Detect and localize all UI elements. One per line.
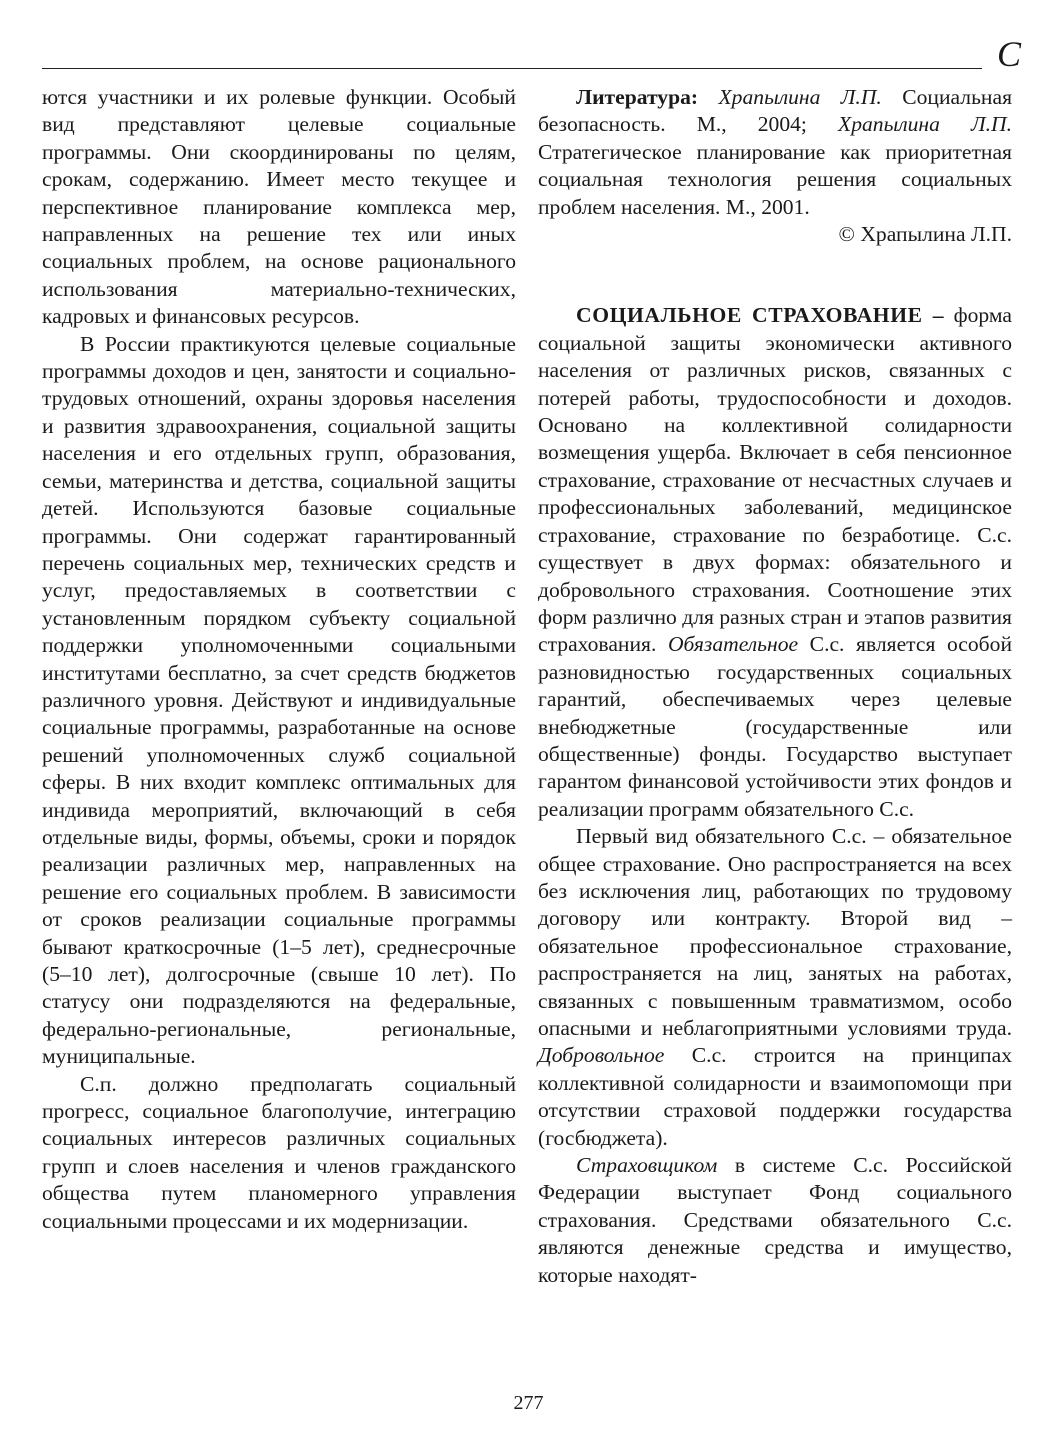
literature-block	[538, 84, 1012, 248]
literature-label: Литература:	[576, 85, 699, 109]
left-paragraph-1: ются участники и их ролевые функции. Особый вид представляют целевые социальные программы. Они скоординированы по целям, срокам, содержанию. Имеет место текущее и перспективное планирование комплекса мер, направленных на решение тех или иных социальных проблем, на основе рационального использования материально-технических, кадровых и финансовых ресурсов.	[42, 85, 516, 329]
entry-spacer	[538, 248, 1012, 302]
header-rule	[42, 68, 982, 69]
entry-emphasis-2: Добровольное	[538, 1043, 665, 1068]
entry-paragraph-1	[538, 302, 1012, 823]
entry-text-2b: С.с. строится на принципах коллективной солидарности и взаимопомощи при отсутствии страховой поддержки государства (госбюджета).	[538, 1043, 1012, 1150]
dictionary-entry	[538, 302, 1012, 1289]
entry-text-1a: форма социальной защиты экономически активного населения от различных рисков, связанных с потерей работы, трудоспособности и доходов. Основано на коллективной солидарности возмещения ущерба. Включает в себя пенсионное страхование, страхование от несчастных случаев и профессиональных заболеваний, медицинское страхование, страхование по безработице. С.с. существует в двух формах: обязательного и добровольного страхования. Соотношение этих форм различно для разных стран и этапов развития страхования.	[538, 303, 1012, 657]
copyright-line: © Храпылина Л.П.	[838, 222, 1012, 247]
entry-text-1b: С.с. является особой разновидностью государственных социальных гарантий, обеспечиваемых через целевые внебюджетные (государственные или общественные) фонды. Государство выступает гарантом финансовой устойчивости этих фондов и реализации программ обязательного С.с.	[538, 632, 1013, 821]
literature-paragraph	[538, 84, 1012, 221]
entry-paragraph-3	[538, 1152, 1012, 1289]
literature-work-2: Стратегическое планирование как приоритетная социальная технология решения социальных проблем населения. М., 2001.	[538, 139, 1012, 219]
entry-emphasis-1: Обязательное	[667, 632, 799, 657]
left-paragraph-2: В России практикуются целевые социальные программы доходов и цен, занятости и социально-трудовых отношений, охраны здоровья населения и развития здравоохранения, социальной защиты населения и его отдельных групп, образования, семьи, материнства и детства, социальной защиты детей. Используются базовые социальные программы. Они содержат гарантированный перечень социальных мер, технических средств и услуг, предоставляемых в соответствии с установленным порядком субъекту социальной поддержки уполномоченными социальными институтами бесплатно, за счет средств бюджетов различного уровня. Действуют и индивидуальные социальные программы, разработанные на основе решений уполномоченных служб социальной сферы. В них входит комплекс оптимальных для индивида мероприятий, включающий в себя отдельные виды, формы, объемы, сроки и порядок реализации различных мер, направленных на решение его социальных проблем. В зависимости от сроков реализации социальные программы бывают краткосрочные (1–5 лет), среднесрочные (5–10 лет), долгосрочные (свыше 10 лет). По статусу они подразделяются на федеральные, федерально-региональные, региональные, муниципальные.	[42, 331, 516, 1069]
entry-paragraph-2	[538, 823, 1012, 1152]
entry-title: СОЦИАЛЬНОЕ СТРАХОВАНИЕ –	[576, 303, 945, 328]
literature-author-1: Храпылина Л.П.	[718, 85, 882, 109]
page-number: 277	[513, 1392, 544, 1414]
literature-author-2: Храпылина Л.П.	[838, 112, 1013, 137]
left-column	[42, 84, 516, 1235]
entry-text-3b: в системе С.с. Российской Федерации выступает Фонд социального страхования. Средствами обязательного С.с. являются денежные средства и имущество, которые находят-	[538, 1153, 1012, 1287]
section-letter: С	[996, 34, 1021, 74]
left-paragraph-3: С.п. должно предполагать социальный прогресс, социальное благополучие, интеграцию социальных интересов различных социальных групп и слоев населения и членов гражданского общества путем планомерного управления социальными процессами и их модернизации.	[42, 1071, 516, 1233]
entry-emphasis-3: Страховщиком	[576, 1153, 718, 1178]
entry-text-2a: Первый вид обязательного С.с. – обязательное общее страхование. Оно распространяется на всех без исключения лиц, работающих по трудовому договору или контракту. Второй вид – обязательное профессиональное страхование, распространяется на лиц, занятых на работах, связанных с повышенным травматизмом, особо опасными и неблагоприятными условиями труда.	[538, 824, 1012, 1040]
literature-work-1: Социальная безопасность. М., 2004;	[538, 85, 1012, 137]
right-column	[538, 84, 1012, 1289]
